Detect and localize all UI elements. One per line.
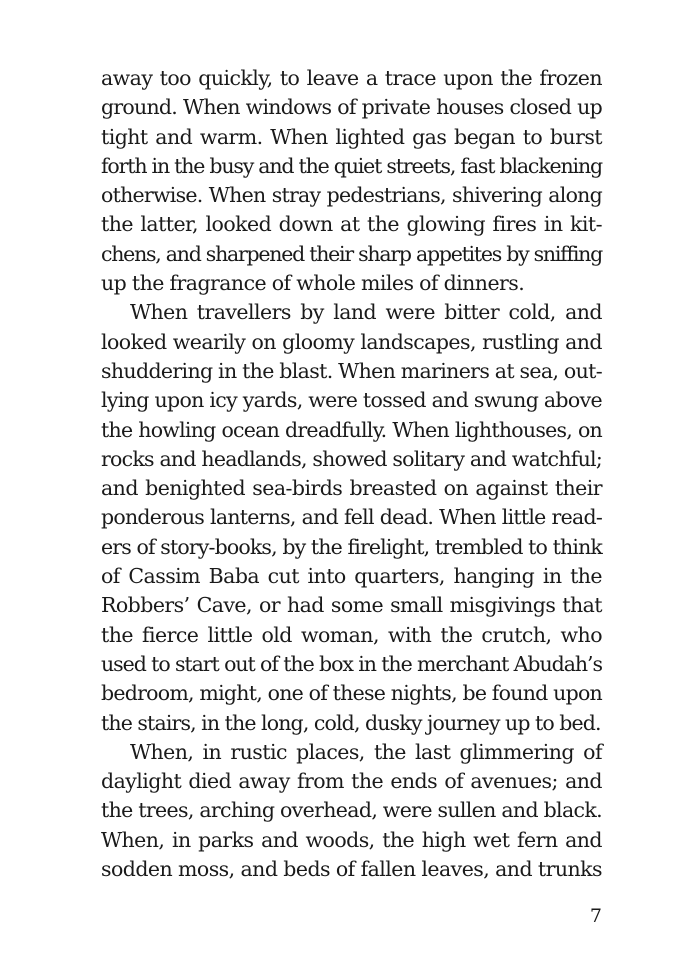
text-line: ers of story-books, by the firelight, trembled to think (101, 534, 602, 559)
paragraph-1 (101, 64, 602, 298)
text-line: looked wearily on gloomy landscapes, rustling and (101, 329, 602, 354)
text-line: up the fragrance of whole miles of dinners. (101, 271, 525, 296)
text-line: When, in parks and woods, the high wet fern and (101, 827, 602, 852)
text-line: rocks and headlands, showed solitary and watchful; (101, 446, 602, 471)
page-number: 7 (589, 905, 602, 927)
paragraph-3 (101, 738, 602, 884)
text-line: of Cassim Baba cut into quarters, hanging in the (101, 564, 602, 589)
body-text (101, 64, 602, 884)
text-line: When travellers by land were bitter cold, and (130, 300, 602, 325)
text-line: daylight died away from the ends of avenues; and (101, 769, 602, 794)
text-line: otherwise. When stray pedestrians, shivering along (101, 183, 602, 208)
text-line: Robbers’ Cave, or had some small misgivings that (101, 593, 602, 618)
text-line: and benighted sea-birds breasted on against their (101, 476, 602, 501)
text-line: ground. When windows of private houses closed up (101, 95, 602, 120)
text-line: used to start out of the box in the merchant Abudah’s (101, 651, 602, 676)
text-line: chens, and sharpened their sharp appetites by sniffing (101, 241, 602, 266)
text-line: ponderous lanterns, and fell dead. When little read- (101, 505, 602, 530)
text-line: lying upon icy yards, were tossed and swung above (101, 388, 602, 413)
paragraph-2 (101, 298, 602, 737)
text-line: away too quickly, to leave a trace upon the frozen (101, 66, 602, 90)
text-line: the latter, looked down at the glowing fires in kit- (101, 212, 602, 237)
text-line: shuddering in the blast. When mariners at sea, out- (101, 358, 602, 383)
text-line: the trees, arching overhead, were sullen and black. (101, 798, 602, 823)
text-line: the fierce little old woman, with the crutch, who (101, 622, 602, 647)
text-line: bedroom, might, one of these nights, be found upon (101, 681, 602, 706)
text-line: the howling ocean dreadfully. When lighthouses, on (101, 417, 602, 442)
text-line: When, in rustic places, the last glimmering of (130, 739, 602, 764)
text-line: tight and warm. When lighted gas began to burst (101, 124, 602, 149)
text-line: the stairs, in the long, cold, dusky journey up to bed. (101, 710, 601, 735)
text-line: forth in the busy and the quiet streets, fast blackening (101, 153, 602, 178)
text-line: sodden moss, and beds of fallen leaves, and trunks (101, 857, 602, 882)
